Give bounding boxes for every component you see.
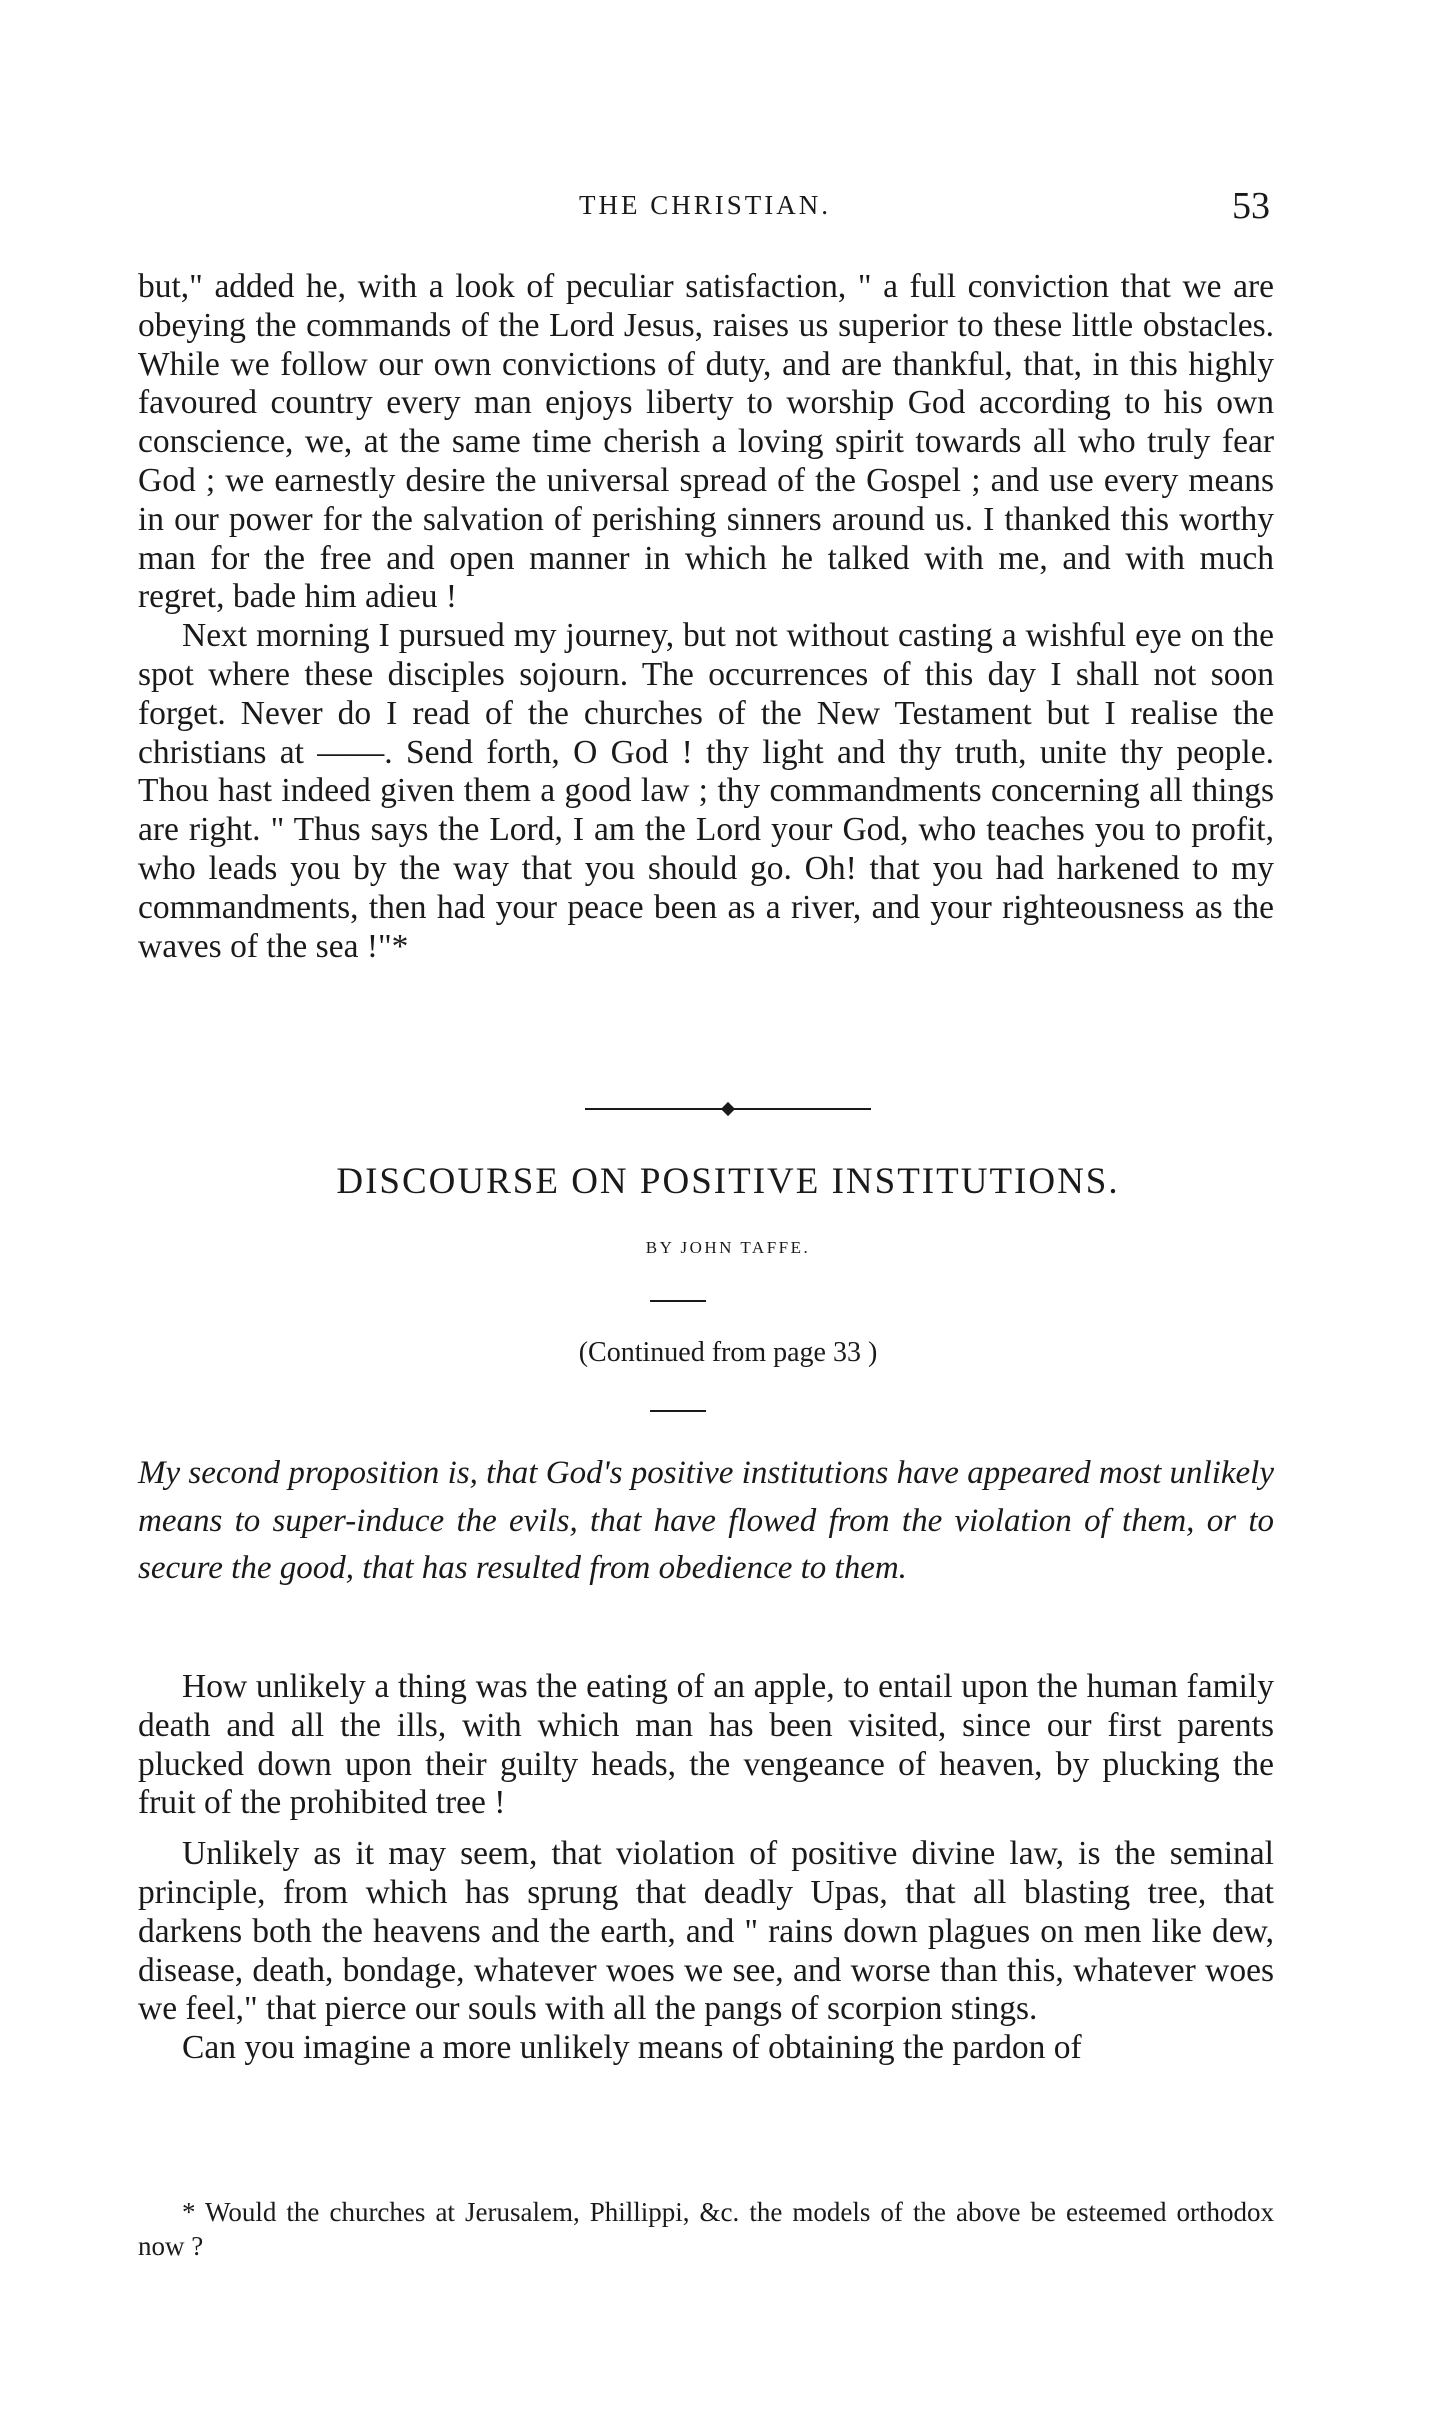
ornament-rule-left: [585, 1108, 725, 1110]
section-ornament: [0, 1100, 1456, 1118]
running-head: [140, 185, 1270, 234]
narrative-paragraph-1: but," added he, with a look of peculiar satisfaction, " a full conviction that we are obeying the commands of the Lord Jesus, raises us superior to these little obstacles. While we follow our own convictions of duty, and are thankful, that, in this highly favoured country every man enjoys liberty to worship God according to his own conscience, we, at the same time cherish a loving spirit towards all who truly fear God ; we earnestly desire the universal spread of the Gospel ; and use every means in our power for the salvation of perishing sinners around us. I thanked this worthy man for the free and open manner in which he talked with me, and with much regret, bade him adieu !: [138, 268, 1274, 616]
ornament-rule-right: [731, 1108, 871, 1110]
footnote-text: * Would the churches at Jerusalem, Phillippi, &c. the models of the above be esteemed orthodox now ?: [138, 2197, 1274, 2261]
proposition-statement: [138, 1450, 1274, 1593]
short-rule-1: [650, 1300, 706, 1302]
footnote: [138, 2195, 1274, 2263]
proposition-text: My second proposition is, that God's positive institutions have appeared most unlikely means to super-induce the evils, that have flowed from the violation of them, or to secure the good, that has resulted from obedience to them.: [138, 1455, 1274, 1586]
page-number: 53: [1232, 185, 1270, 227]
short-rule-2: [650, 1410, 706, 1412]
ornament-diamond-icon: [721, 1102, 735, 1116]
discourse-paragraph-2: Unlikely as it may seem, that violation of positive divine law, is the seminal principle, from which has sprung that deadly Upas, that all blasting tree, that darkens both the heavens and the earth, and " rains down plagues on men like dew, disease, death, bondage, whatever woes we see, and worse than this, whatever woes we feel," that pierce our souls with all the pangs of scorpion stings.: [138, 1835, 1274, 2028]
article-author: BY JOHN TAFFE.: [645, 1238, 811, 1257]
article-title: DISCOURSE ON POSITIVE INSTITUTIONS.: [336, 1161, 1120, 1202]
running-title: THE CHRISTIAN.: [579, 190, 831, 220]
narrative-paragraph-2: Next morning I pursued my journey, but not without casting a wishful eye on the spot where these disciples sojourn. The occurrences of this day I shall not soon forget. Never do I read of the churches of the New Testament but I realise the christians at ——. Send forth, O God ! thy light and thy truth, unite thy people. Thou hast indeed given them a good law ; thy commandments concerning all things are right. " Thus says the Lord, I am the Lord your God, who teaches you to profit, who leads you by the way that you should go. Oh! that you had harkened to my commandments, then had your peace been as a river, and your righteousness as the waves of the sea !"*: [138, 617, 1274, 965]
narrative-text: [138, 268, 1274, 966]
discourse-paragraph-1: How unlikely a thing was the eating of an apple, to entail upon the human family death and all the ills, with which man has been visited, since our first parents plucked down upon their guilty heads, the vengeance of heaven, by plucking the fruit of the prohibited tree !: [138, 1668, 1274, 1822]
continued-note: (Continued from page 33 ): [578, 1337, 878, 1368]
discourse-paragraph-3: Can you imagine a more unlikely means of obtaining the pardon of: [182, 2029, 1082, 2067]
discourse-body: [138, 1668, 1274, 2068]
